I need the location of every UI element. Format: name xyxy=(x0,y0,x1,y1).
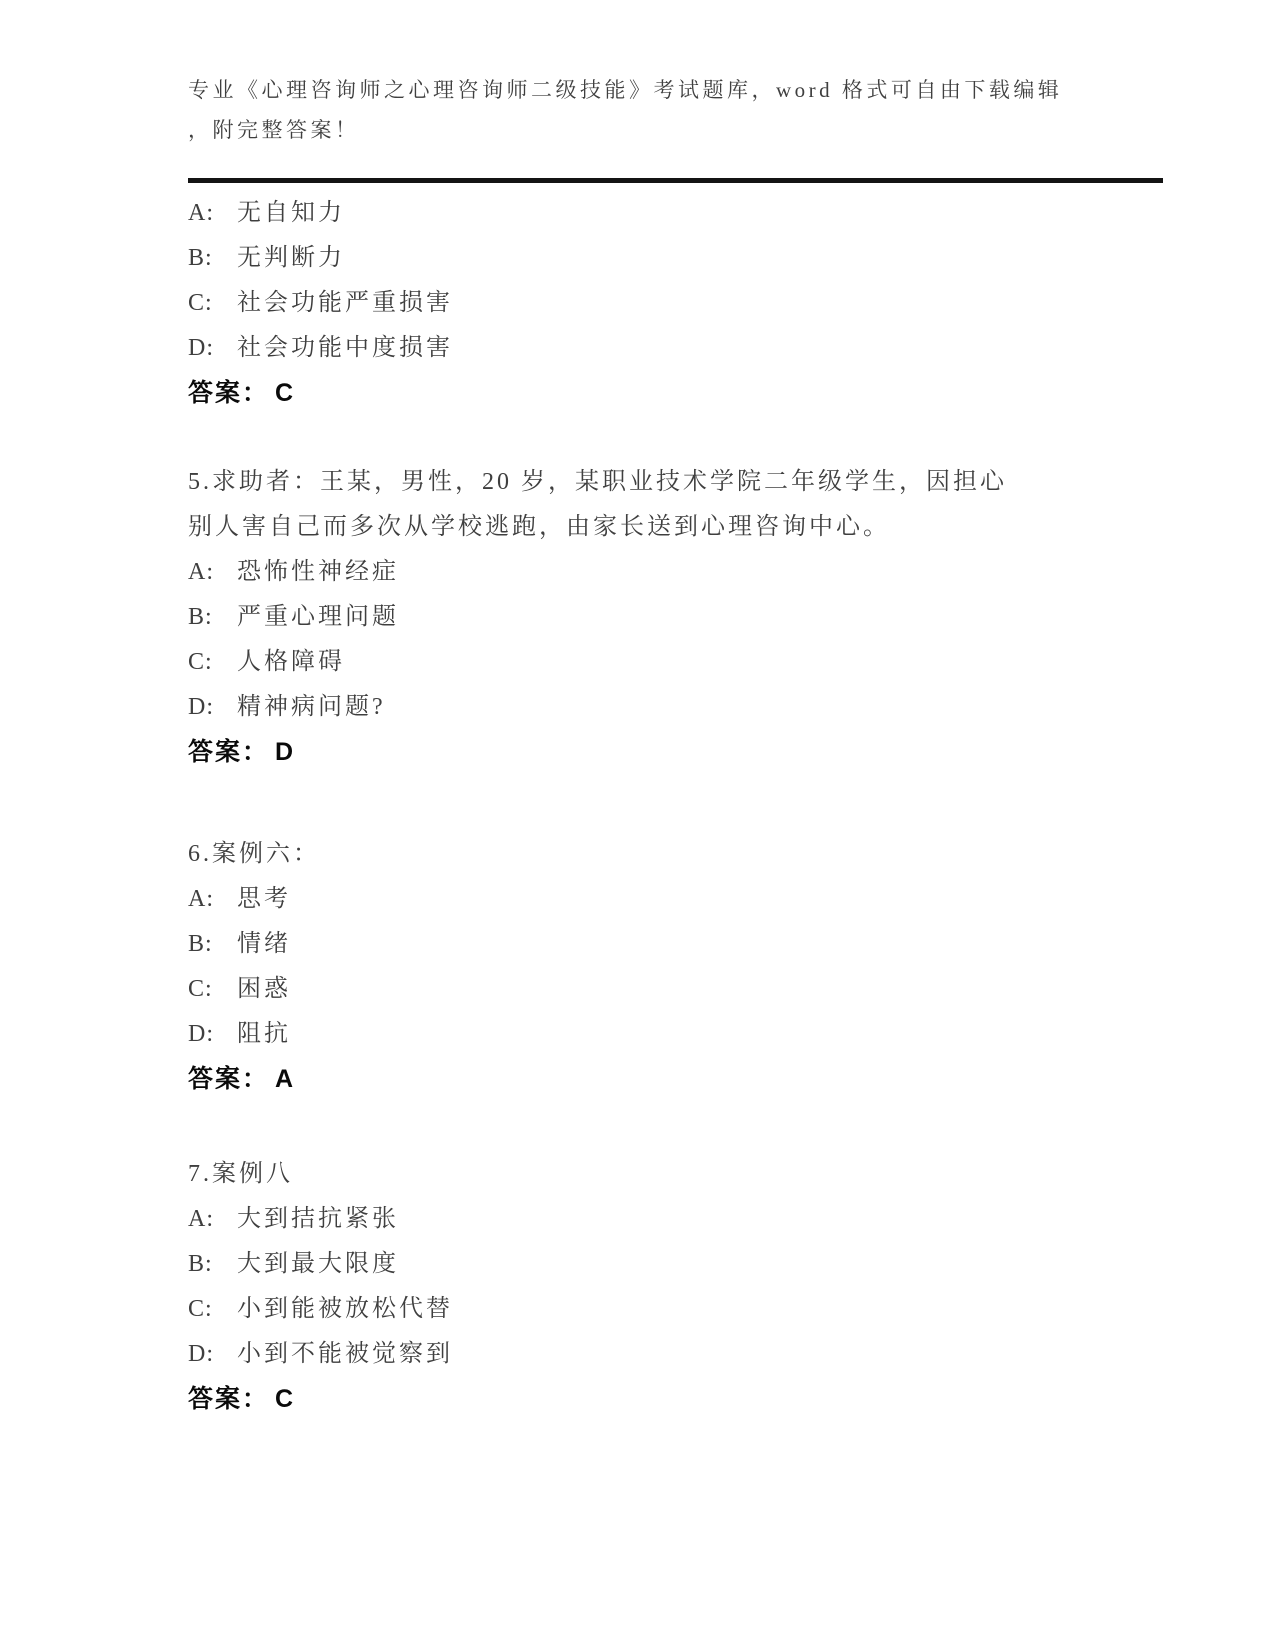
option-row xyxy=(188,236,1164,281)
option-row xyxy=(188,281,1164,326)
option-label: A: xyxy=(188,1206,214,1232)
answer-label: 答案： xyxy=(188,738,270,766)
option-text: 严重心理问题 xyxy=(237,604,399,630)
header-line-2: ，附完整答案！ xyxy=(188,118,360,142)
option-text: 恐怖性神经症 xyxy=(237,559,399,585)
option-label: D: xyxy=(188,1021,214,1047)
option-row xyxy=(188,640,1164,685)
answer-row xyxy=(188,371,1164,416)
option-row xyxy=(188,967,1164,1012)
option-text: 小到不能被觉察到 xyxy=(237,1341,453,1367)
option-text: 阻抗 xyxy=(237,1021,291,1047)
option-row xyxy=(188,595,1164,640)
option-label: C: xyxy=(188,290,213,316)
option-text: 思考 xyxy=(237,886,291,912)
option-text: 无自知力 xyxy=(237,200,345,226)
answer-label: 答案： xyxy=(188,1065,270,1093)
option-row xyxy=(188,326,1164,371)
option-text: 人格障碍 xyxy=(237,649,345,675)
option-label: A: xyxy=(188,200,214,226)
answer-value: C xyxy=(275,1385,296,1413)
option-label: D: xyxy=(188,335,214,361)
question-title: 5.求助者：王某，男性，20 岁，某职业技术学院二年级学生，因担心别人害自己而多次从学校逃跑，由家长送到心理咨询中心。 xyxy=(188,469,1007,540)
option-row xyxy=(188,685,1164,730)
option-row xyxy=(188,191,1164,236)
option-label: B: xyxy=(188,1251,213,1277)
answer-row xyxy=(188,1377,1164,1422)
option-row xyxy=(188,877,1164,922)
option-row xyxy=(188,1197,1164,1242)
option-text: 大到拮抗紧张 xyxy=(237,1206,399,1232)
option-text: 无判断力 xyxy=(237,245,345,271)
option-text: 困惑 xyxy=(237,976,291,1002)
option-label: C: xyxy=(188,976,213,1002)
option-label: C: xyxy=(188,1296,213,1322)
option-label: A: xyxy=(188,559,214,585)
answer-label: 答案： xyxy=(188,379,270,407)
option-label: B: xyxy=(188,604,213,630)
option-text: 大到最大限度 xyxy=(237,1251,399,1277)
option-text: 精神病问题? xyxy=(237,694,386,720)
option-row xyxy=(188,922,1164,967)
option-row xyxy=(188,550,1164,595)
option-text: 小到能被放松代替 xyxy=(237,1296,453,1322)
header-divider-rule xyxy=(188,178,1163,183)
option-text: 社会功能严重损害 xyxy=(237,290,453,316)
question-block-6 xyxy=(188,832,1164,1102)
answer-value: D xyxy=(275,738,296,766)
answer-row xyxy=(188,730,1164,775)
question-block-7 xyxy=(188,1152,1164,1422)
option-row xyxy=(188,1242,1164,1287)
option-row xyxy=(188,1287,1164,1332)
option-text: 情绪 xyxy=(237,931,291,957)
option-label: C: xyxy=(188,649,213,675)
option-text: 社会功能中度损害 xyxy=(237,335,453,361)
answer-value: A xyxy=(275,1065,296,1093)
answer-value: C xyxy=(275,379,296,407)
answer-row xyxy=(188,1057,1164,1102)
option-label: B: xyxy=(188,931,213,957)
document-header xyxy=(188,70,1164,150)
question-title: 7.案例八 xyxy=(188,1161,293,1187)
document-content xyxy=(188,0,1164,1422)
option-label: D: xyxy=(188,694,214,720)
question-title: 6.案例六： xyxy=(188,841,320,867)
option-row xyxy=(188,1012,1164,1057)
header-line-1: 专业《心理咨询师之心理咨询师二级技能》考试题库，word 格式可自由下载编辑 xyxy=(188,78,1063,102)
option-label: B: xyxy=(188,245,213,271)
answer-label: 答案： xyxy=(188,1385,270,1413)
option-label: A: xyxy=(188,886,214,912)
option-row xyxy=(188,1332,1164,1377)
option-label: D: xyxy=(188,1341,214,1367)
question-block-5 xyxy=(188,460,1164,775)
question-block-4-partial xyxy=(188,191,1164,416)
